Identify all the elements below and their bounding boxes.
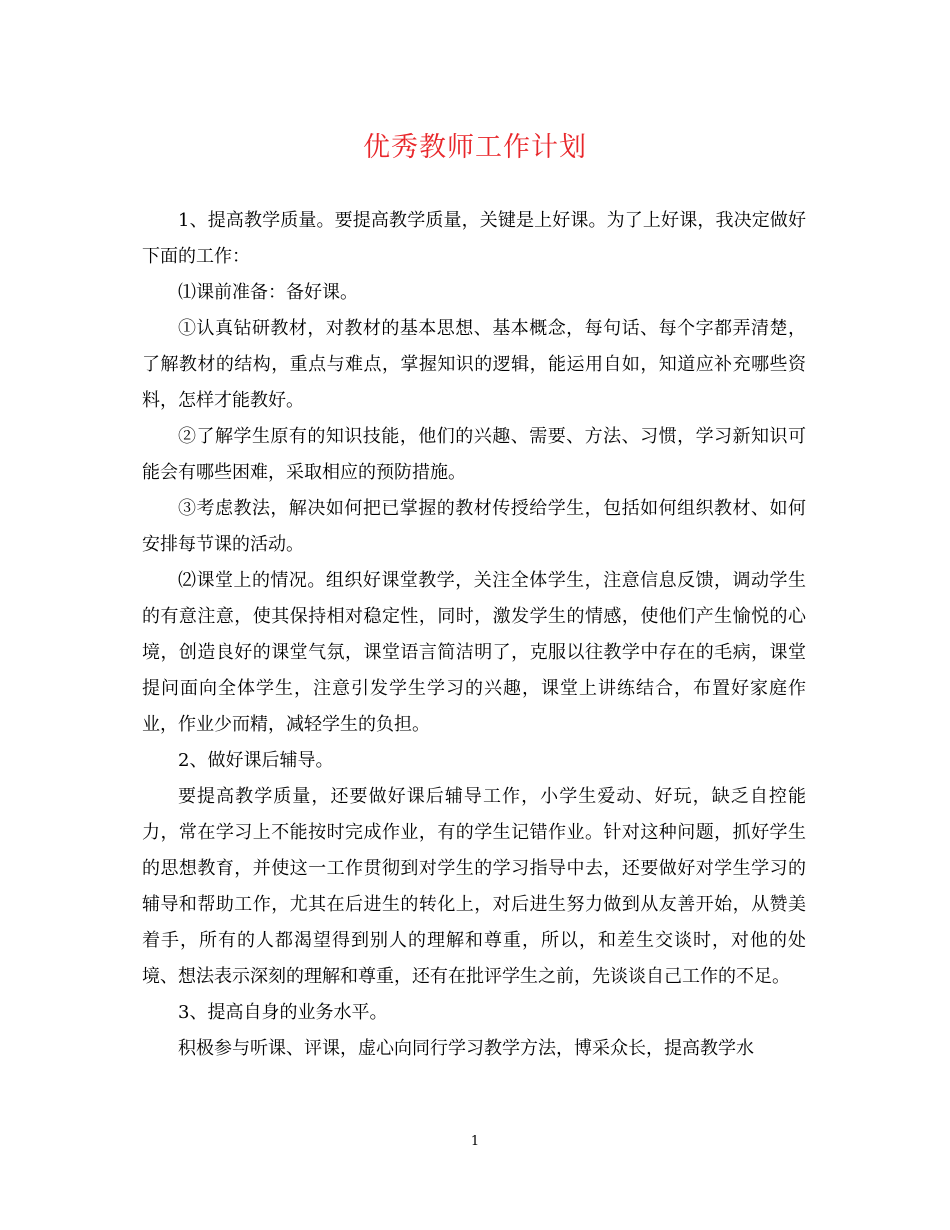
paragraph-7: 2、做好课后辅导。 bbox=[178, 750, 334, 771]
page-number: 1 bbox=[470, 1134, 480, 1149]
paragraph-2: ⑴课前准备：备好课。 bbox=[178, 282, 358, 303]
paragraph-9: 3、提高自身的业务水平。 bbox=[178, 1002, 388, 1023]
paragraph-1: 1、提高教学质量。要提高教学质量，关键是上好课。为了上好课，我决定做好下面的工作： bbox=[142, 210, 806, 267]
paragraph-8: 要提高教学质量，还要做好课后辅导工作，小学生爱动、好玩，缺乏自控能力，常在学习上不能按时完成作业，有的学生记错作业。针对这种问题，抓好学生的思想教育，并使这一工作贯彻到对学生的学习指导中去，还要做好对学生学习的辅导和帮助工作，尤其在后进生的转化上，对后进生努力做到从友善开始，从赞美着手，所有的人都渴望得到别人的理解和尊重，所以，和差生交谈时，对他的处境、想法表示深刻的理解和尊重，还有在批评学生之前，先谈谈自己工作的不足。 bbox=[142, 786, 806, 987]
paragraph-3: ①认真钻研教材，对教材的基本思想、基本概念，每句话、每个字都弄清楚，了解教材的结构，重点与难点，掌握知识的逻辑，能运用自如，知道应补充哪些资料，怎样才能教好。 bbox=[142, 318, 806, 411]
document-body bbox=[142, 203, 806, 1067]
paragraph-5: ③考虑教法，解决如何把已掌握的教材传授给学生，包括如何组织教材、如何安排每节课的活动。 bbox=[142, 498, 806, 555]
paragraph-10: 积极参与听课、评课，虚心向同行学习教学方法，博采众长，提高教学水 bbox=[178, 1038, 754, 1059]
document-title: 优秀教师工作计划 bbox=[363, 132, 587, 163]
paragraph-4: ②了解学生原有的知识技能，他们的兴趣、需要、方法、习惯，学习新知识可能会有哪些困难，采取相应的预防措施。 bbox=[142, 426, 806, 483]
paragraph-6: ⑵课堂上的情况。组织好课堂教学，关注全体学生，注意信息反馈，调动学生的有意注意，使其保持相对稳定性，同时，激发学生的情感，使他们产生愉悦的心境，创造良好的课堂气氛，课堂语言简洁明了，克服以往教学中存在的毛病，课堂提问面向全体学生，注意引发学生学习的兴趣，课堂上讲练结合，布置好家庭作业，作业少而精，减轻学生的负担。 bbox=[142, 570, 806, 735]
